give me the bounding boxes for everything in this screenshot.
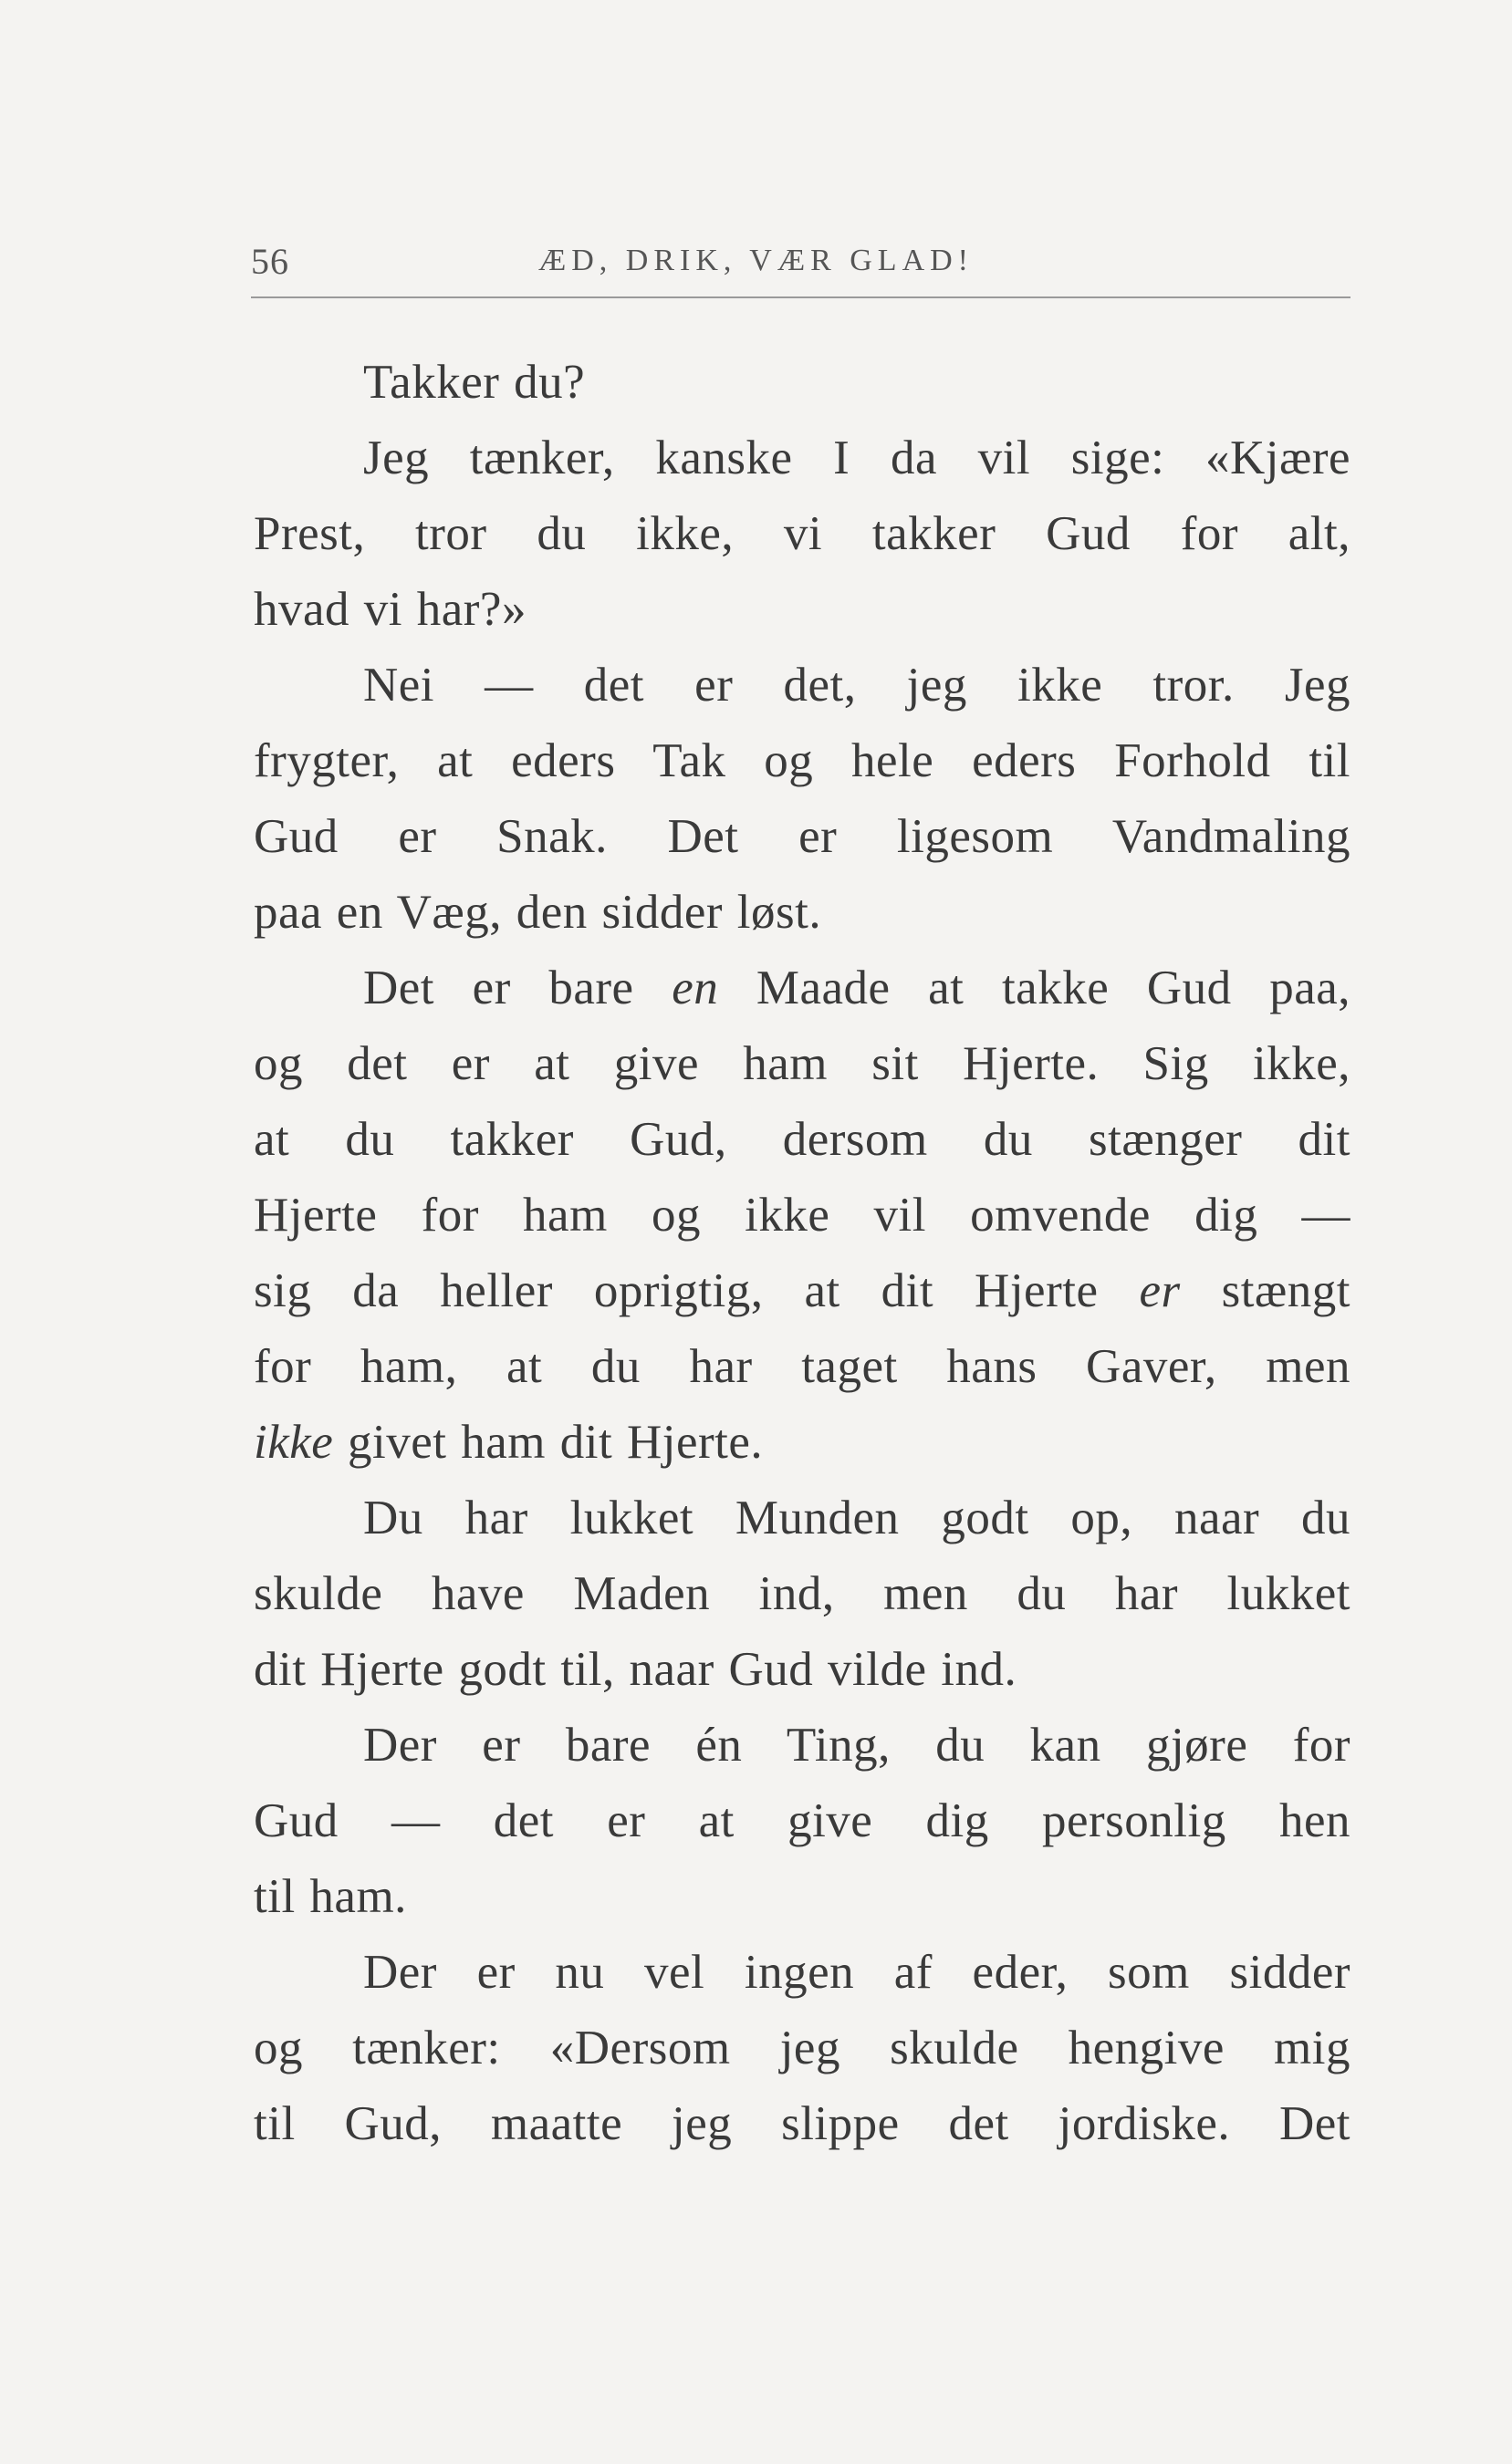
text-line: Gud — det er at give dig personlig hen — [254, 1794, 1350, 1847]
text-line: skulde have Maden ind, men du har lukket — [254, 1567, 1350, 1620]
text-segment: Det er bare — [363, 962, 673, 1014]
emphasis-text: er — [1139, 1264, 1181, 1317]
text-line: og det er at give ham sit Hjerte. Sig ikke, — [254, 1037, 1350, 1090]
text-line: at du takker Gud, dersom du stænger dit — [254, 1113, 1350, 1166]
text-line: Takker du? — [363, 356, 586, 409]
text-line: Nei — det er det, jeg ikke tror. Jeg — [363, 659, 1350, 712]
text-line: for ham, at du har taget hans Gaver, men — [254, 1340, 1350, 1393]
text-line: til ham. — [254, 1870, 407, 1923]
text-line: frygter, at eders Tak og hele eders Forhold til — [254, 734, 1350, 787]
page-number: 56 — [251, 241, 289, 282]
text-line — [254, 951, 1350, 1026]
emphasis-text: en — [672, 962, 719, 1014]
text-line: Prest, tror du ikke, vi takker Gud for alt, — [254, 507, 1350, 560]
text-line: Hjerte for ham og ikke vil omvende dig — — [254, 1189, 1350, 1242]
text-segment: Maade at takke Gud paa, — [718, 962, 1350, 1014]
text-line — [254, 1405, 1350, 1481]
text-line: Gud er Snak. Det er ligesom Vandmaling — [254, 810, 1350, 863]
text-line: Du har lukket Munden godt op, naar du — [363, 1492, 1350, 1544]
body-text — [254, 345, 1350, 2162]
emphasis-text: ikke — [254, 1416, 334, 1469]
running-title: ÆD, DRIK, VÆR GLAD! — [538, 244, 974, 277]
text-segment: givet ham dit Hjerte. — [333, 1416, 764, 1469]
text-line: til Gud, maatte jeg slippe det jordiske. Det — [254, 2097, 1350, 2150]
text-segment: stængt — [1180, 1264, 1350, 1317]
page-header — [251, 224, 1350, 298]
text-line: Der er bare én Ting, du kan gjøre for — [363, 1719, 1350, 1772]
text-line: dit Hjerte godt til, naar Gud vilde ind. — [254, 1643, 1017, 1696]
text-line — [254, 1253, 1350, 1329]
text-line: hvad vi har?» — [254, 583, 527, 636]
text-line: og tænker: «Dersom jeg skulde hengive mig — [254, 2022, 1350, 2074]
text-segment: sig da heller oprigtig, at dit Hjerte — [254, 1264, 1140, 1317]
text-line: Der er nu vel ingen af eder, som sidder — [363, 1946, 1350, 1999]
text-line: Jeg tænker, kanske I da vil sige: «Kjære — [363, 431, 1350, 484]
text-line: paa en Væg, den sidder løst. — [254, 886, 822, 939]
